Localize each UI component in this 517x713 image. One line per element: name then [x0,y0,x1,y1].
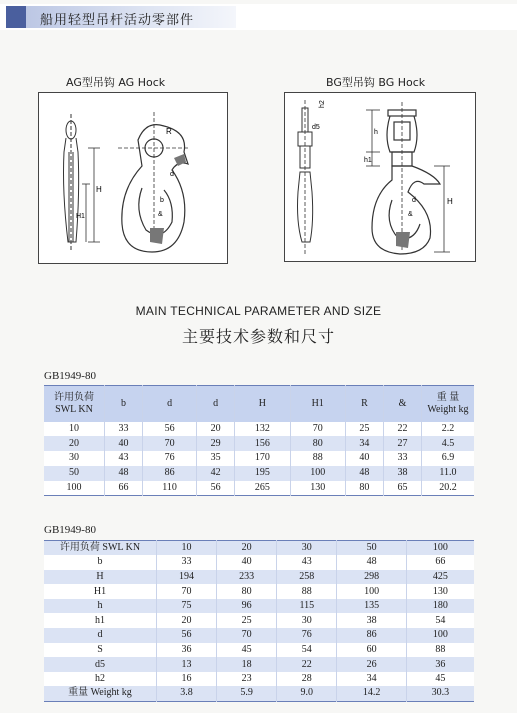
table-cell: 76 [277,628,337,643]
col-header-R: R [345,386,383,422]
bg-dim-h: h [374,129,378,136]
table-cell: 25 [217,613,277,628]
table-row [44,481,474,496]
table-cell: 100 [290,466,345,481]
table-cell: 33 [383,451,421,466]
table-cell: 75 [157,599,217,614]
table-cell: 86 [143,466,197,481]
ag-dim-amp: & [158,211,163,218]
table-cell: 40 [105,436,143,451]
table-cell: 16 [157,672,217,687]
table-cell: 135 [337,599,407,614]
table-cell: 9.0 [277,686,337,701]
col-header-H1: H1 [290,386,345,422]
bg-spec-table [44,540,474,702]
table-cell: 132 [235,422,290,437]
row-label: h [97,600,103,612]
table-cell: 34 [345,436,383,451]
table-row [44,555,474,570]
table-cell: 40 [345,451,383,466]
table-row [44,541,474,556]
ag-dim-H: H [96,185,102,194]
table-cell: 110 [143,481,197,496]
table-row [44,570,474,585]
table-cell: 298 [337,570,407,585]
col-header-H: H [235,386,290,422]
table-cell: 36 [157,643,217,658]
table-cell: 76 [143,451,197,466]
table-cell: 45 [406,672,474,687]
table-cell: 35 [197,451,235,466]
table-cell: 96 [217,599,277,614]
table-cell: 425 [406,570,474,585]
table-cell: 194 [157,570,217,585]
row-label: b [97,556,103,568]
table-cell: 115 [277,599,337,614]
table-cell: 56 [197,481,235,496]
table-cell: 54 [406,613,474,628]
table-cell: 258 [277,570,337,585]
row-label: H [96,570,104,582]
table-cell: 88 [406,643,474,658]
row-label: S [97,643,103,655]
table-header-row [44,386,474,422]
table-cell: 43 [277,555,337,570]
table-cell: 48 [337,555,407,570]
table-cell: 11.0 [422,466,475,481]
table-cell: 56 [157,628,217,643]
row-label: h1 [95,614,105,626]
table-cell: 3.8 [157,686,217,701]
bg-hook-drawing [284,92,476,262]
table-cell: 22 [277,657,337,672]
table-row [44,672,474,687]
table-row [44,436,474,451]
table-cell: 10 [69,422,79,434]
table-cell: 180 [406,599,474,614]
table-cell: 33 [105,422,143,437]
table-cell: 6.9 [422,451,475,466]
table-cell: 5.9 [217,686,277,701]
table-cell: 36 [406,657,474,672]
table-cell: 20 [217,541,277,556]
col-header-b: b [105,386,143,422]
table-cell: 33 [157,555,217,570]
table-cell: 48 [105,466,143,481]
table-cell: 20 [197,422,235,437]
row-label: H1 [93,585,107,597]
table-cell: 100 [406,628,474,643]
table-cell: 80 [290,436,345,451]
table-cell: 70 [157,584,217,599]
table-row [44,643,474,658]
row-label: d5 [95,658,105,670]
header-accent-block [6,6,26,28]
row-label: d [97,629,103,641]
table-cell: 88 [290,451,345,466]
table-cell: 50 [337,541,407,556]
table-cell: 130 [406,584,474,599]
table-cell: 130 [290,481,345,496]
table-cell: 70 [290,422,345,437]
table-row [44,466,474,481]
table-cell: 65 [383,481,421,496]
bg-dim-h1: h1 [364,157,372,164]
table-cell: 170 [235,451,290,466]
ag-hook-caption: AG型吊钩 AG Hock [66,76,166,89]
table-cell: 80 [345,481,383,496]
table-row [44,628,474,643]
bg-dim-H: H [447,197,453,206]
table-cell: 26 [337,657,407,672]
table-cell: 25 [345,422,383,437]
table-cell: 100 [337,584,407,599]
table-row [44,657,474,672]
table-cell: 28 [277,672,337,687]
table-cell: 34 [337,672,407,687]
table-cell: 20.2 [422,481,475,496]
table-cell: 13 [157,657,217,672]
ag-dim-d: d [170,171,174,178]
page-header [0,4,517,30]
table-row [44,422,474,437]
table-cell: 22 [383,422,421,437]
section-title-en: MAIN TECHNICAL PARAMETER AND SIZE [135,304,382,318]
table-cell: 195 [235,466,290,481]
table-cell: 10 [157,541,217,556]
table-cell: 70 [143,436,197,451]
table-cell: 86 [337,628,407,643]
table2-standard: GB1949-80 [44,524,96,536]
table-cell: 27 [383,436,421,451]
table-cell: 265 [235,481,290,496]
section-title-cn: 主要技术参数和尺寸 [181,327,335,346]
table1-standard: GB1949-80 [44,370,96,382]
table-cell: 54 [277,643,337,658]
table-cell: 100 [406,541,474,556]
col-header-swl: 许用负荷 SWL KN [54,391,94,415]
table-cell: 156 [235,436,290,451]
table-cell: 2.2 [422,422,475,437]
table-cell: 42 [197,466,235,481]
bg-dim-d: d [412,197,416,204]
ag-dim-H1: H1 [76,213,85,220]
col-header-d2: d [197,386,235,422]
row-label: 重量 Weight kg [68,687,132,699]
table-row [44,451,474,466]
row-label: 许用负荷 SWL KN [59,542,141,554]
table-cell: 100 [66,481,82,493]
table-cell: 38 [383,466,421,481]
table-cell: 50 [69,467,79,479]
table-cell: 20 [69,437,79,449]
table-cell: 30.3 [406,686,474,701]
table-row [44,613,474,628]
bg-dim-d5: d5 [312,124,320,131]
table-cell: 4.5 [422,436,475,451]
row-label: h2 [95,673,105,685]
table-cell: 66 [406,555,474,570]
table-cell: 88 [277,584,337,599]
table-cell: 18 [217,657,277,672]
bg-dim-h2: h2 [319,100,326,108]
table-cell: 56 [143,422,197,437]
bg-dim-amp: & [408,211,413,218]
table-cell: 23 [217,672,277,687]
table-cell: 80 [217,584,277,599]
ag-spec-table [44,385,474,496]
table-cell: 233 [217,570,277,585]
table-cell: 20 [157,613,217,628]
table-row [44,686,474,701]
table-cell: 40 [217,555,277,570]
table-cell: 70 [217,628,277,643]
ag-hook-drawing [38,92,228,264]
table-cell: 43 [105,451,143,466]
table-cell: 66 [105,481,143,496]
table-cell: 30 [277,613,337,628]
table-cell: 30 [277,541,337,556]
table-cell: 14.2 [337,686,407,701]
table-cell: 30 [69,452,79,464]
table-cell: 45 [217,643,277,658]
ag-dim-R: R [166,127,172,136]
table-cell: 60 [337,643,407,658]
page-title: 船用轻型吊杆活动零部件 [40,13,195,28]
ag-dim-b: b [160,197,164,204]
col-header-amp: & [383,386,421,422]
col-header-d: d [143,386,197,422]
table-cell: 38 [337,613,407,628]
bg-hook-caption: BG型吊钩 BG Hock [326,76,426,89]
table-row [44,584,474,599]
col-header-weight: 重 量 Weight kg [422,386,475,422]
table-cell: 48 [345,466,383,481]
table-cell: 29 [197,436,235,451]
table-row [44,599,474,614]
